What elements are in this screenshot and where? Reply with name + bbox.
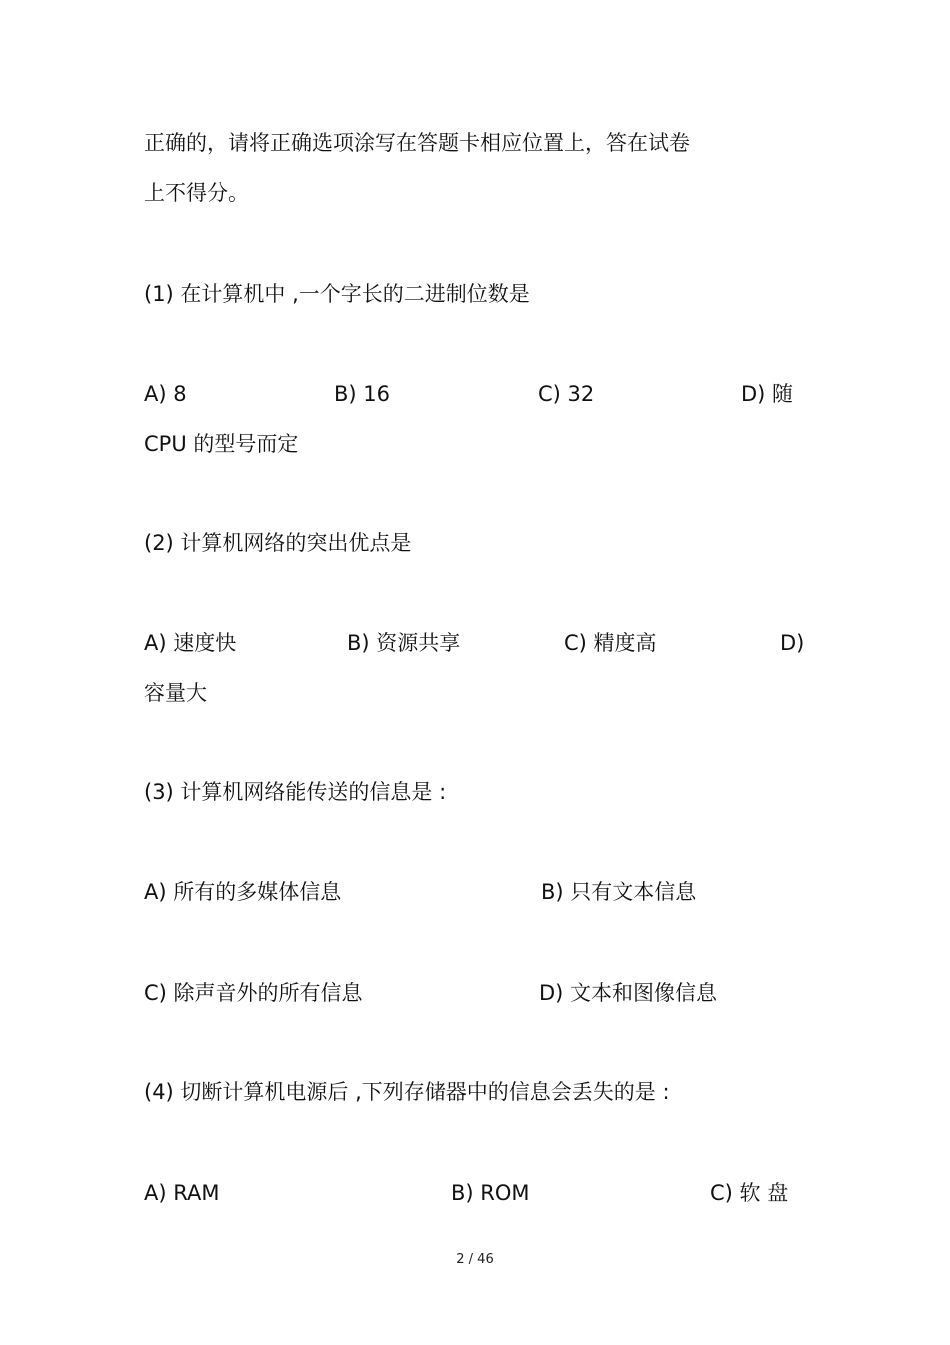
question-2-option-d: D) xyxy=(780,631,805,655)
question-1-option-a: A) 8 xyxy=(144,382,187,406)
question-2-option-d-continuation: 容量大 xyxy=(144,681,207,705)
question-2-option-c: C) 精度高 xyxy=(564,631,657,655)
intro-line-2: 上不得分。 xyxy=(144,181,249,205)
question-1-option-d-continuation: CPU 的型号而定 xyxy=(144,432,299,456)
question-3-option-a: A) 所有的多媒体信息 xyxy=(144,880,342,904)
question-2-stem: (2) 计算机网络的突出优点是 xyxy=(144,531,412,555)
page-number: 2 / 46 xyxy=(456,1252,494,1267)
question-3-option-c: C) 除声音外的所有信息 xyxy=(144,981,363,1005)
question-3-stem: (3) 计算机网络能传送的信息是 : xyxy=(144,780,447,804)
question-4-option-c: C) 软 盘 xyxy=(710,1181,789,1205)
question-3-option-d: D) 文本和图像信息 xyxy=(539,981,718,1005)
question-1-option-c: C) 32 xyxy=(538,382,595,406)
question-4-stem: (4) 切断计算机电源后 ,下列存储器中的信息会丢失的是 : xyxy=(144,1080,670,1104)
question-4-option-a: A) RAM xyxy=(144,1181,220,1205)
question-1-stem: (1) 在计算机中 ,一个字长的二进制位数是 xyxy=(144,282,530,306)
question-1-option-d: D) 随 xyxy=(741,382,794,406)
question-3-option-b: B) 只有文本信息 xyxy=(541,880,697,904)
question-1-option-b: B) 16 xyxy=(334,382,390,406)
question-2-option-b: B) 资源共享 xyxy=(347,631,461,655)
question-4-option-b: B) ROM xyxy=(451,1181,530,1205)
question-2-option-a: A) 速度快 xyxy=(144,631,237,655)
intro-line-1: 正确的，请将正确选项涂写在答题卡相应位置上，答在试卷 xyxy=(144,131,690,155)
